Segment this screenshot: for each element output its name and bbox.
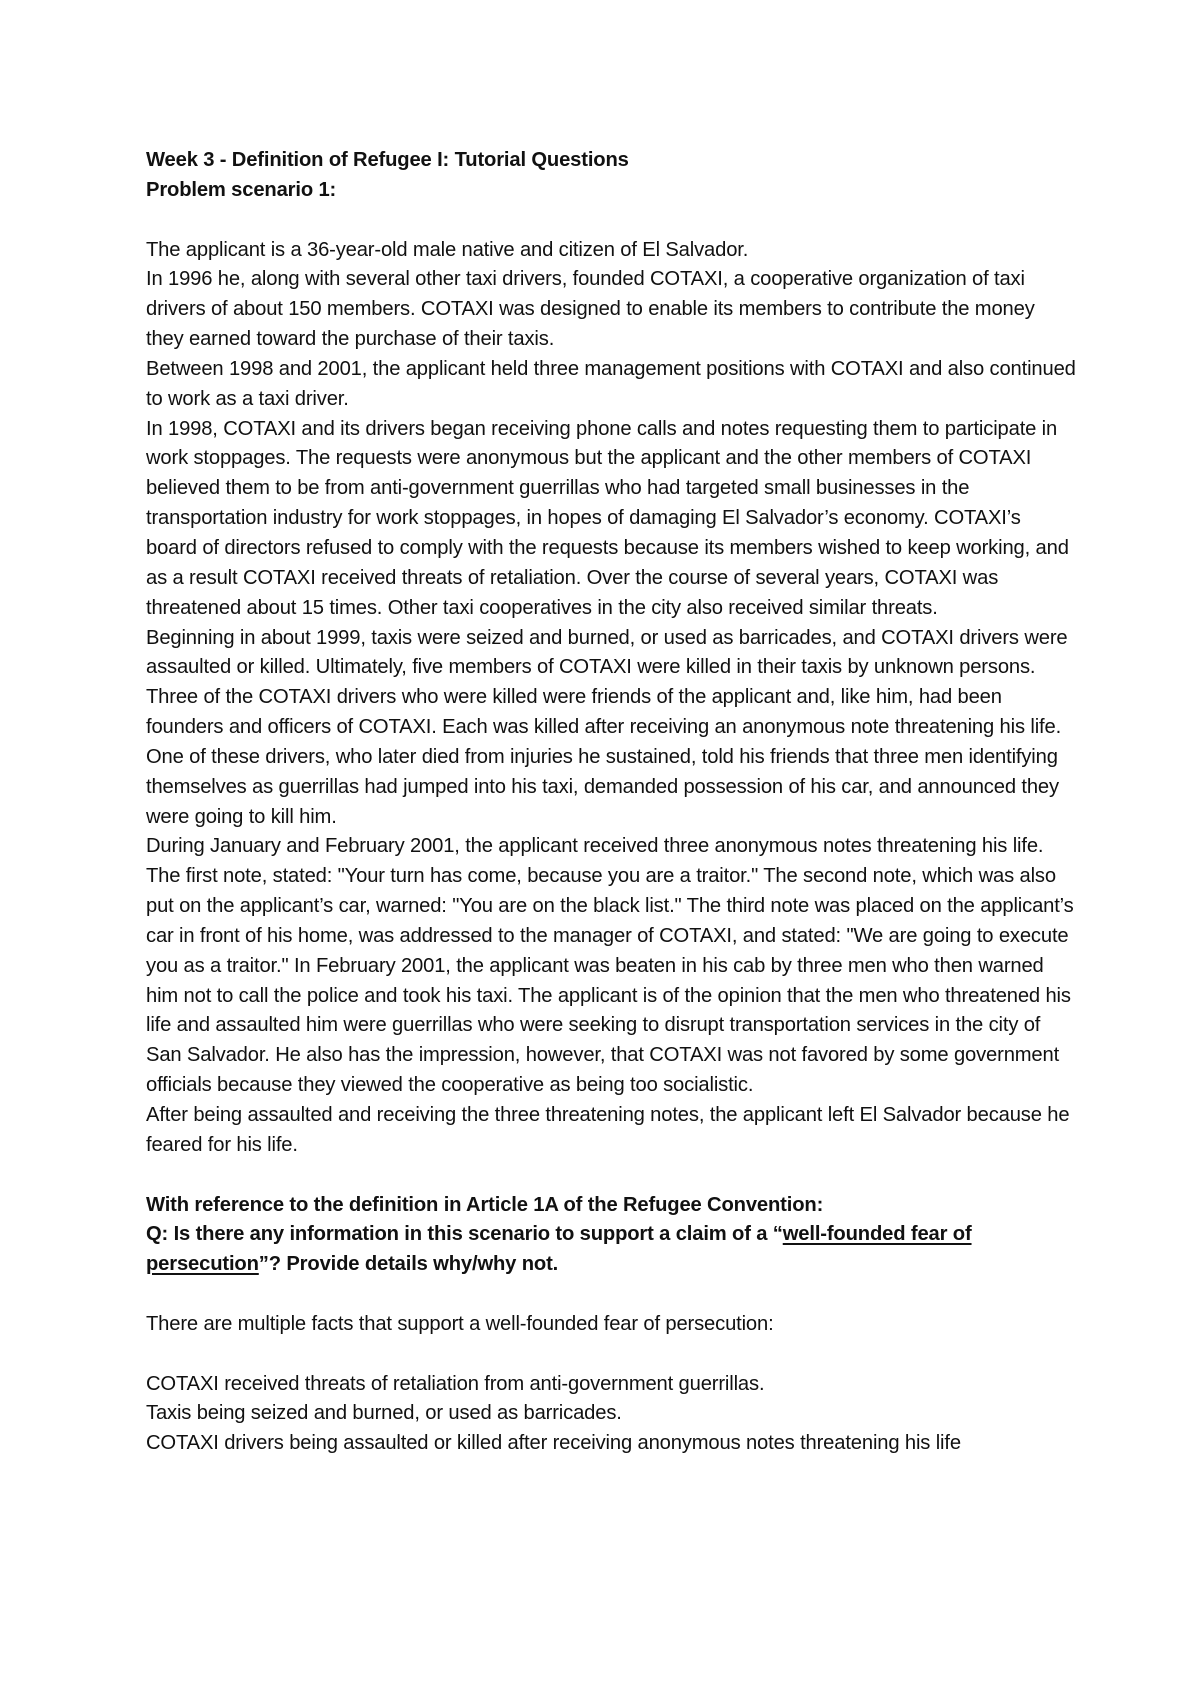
question-text [146, 1220, 1076, 1280]
blank-line [146, 1280, 1076, 1310]
answer-fact: COTAXI received threats of retaliation from anti-government guerrillas. [146, 1372, 765, 1395]
scenario-paragraph: In 1996 he, along with several other taxi drivers, founded COTAXI, a cooperative organization of taxi drivers of about 150 members. COTAXI was designed to enable its members to contribute the money they earned toward the purchase of their taxis. [146, 268, 1035, 351]
document-subtitle: Problem scenario 1: [146, 178, 337, 201]
blank-line [146, 206, 1076, 236]
blank-line [146, 1161, 1076, 1191]
answer-intro: There are multiple facts that support a well-founded fear of persecution: [146, 1312, 774, 1335]
scenario-paragraph: Beginning in about 1999, taxis were seized and burned, or used as barricades, and COTAXI drivers were assaulted or killed. Ultimately, five members of COTAXI were killed in their taxis by unknown persons. Three of the COTAXI drivers who were killed were friends of the applicant and, like him, had been founders and officers of COTAXI. Each was killed after receiving an anonymous note threatening his life. One of these drivers, who later died from injuries he sustained, told his friends that three men identifying themselves as guerrillas had jumped into his taxi, demanded possession of his car, and announced they were going to kill him. [146, 626, 1068, 828]
scenario-paragraph: Between 1998 and 2001, the applicant held three management positions with COTAXI and also continued to work as a taxi driver. [146, 357, 1076, 410]
document-page [146, 146, 1076, 1459]
question-start: Q: Is there any information in this scenario to support a claim of a “ [146, 1223, 783, 1246]
scenario-paragraph: During January and February 2001, the applicant received three anonymous notes threatening his life. The first note, stated: "Your turn has come, because you are a traitor." The second note, which was also put on the applicant’s car, warned: "You are on the black list." The third note was placed on the applicant’s car in front of his home, was addressed to the manager of COTAXI, and stated: "We are going to execute you as a traitor." In February 2001, the applicant was beaten in his cab by three men who then warned him not to call the police and took his taxi. The applicant is of the opinion that the men who threatened his life and assaulted him were guerrillas who were seeking to disrupt transportation services in the city of San Salvador. He also has the impression, however, that COTAXI was not favored by some government officials because they viewed the cooperative as being too socialistic. [146, 835, 1074, 1097]
scenario-paragraph: After being assaulted and receiving the three threatening notes, the applicant left El Salvador because he feared for his life. [146, 1104, 1070, 1156]
question-intro: With reference to the definition in Article 1A of the Refugee Convention: [146, 1193, 824, 1216]
answer-fact: COTAXI drivers being assaulted or killed after receiving anonymous notes threatening his life [146, 1432, 961, 1455]
answer-fact: Taxis being seized and burned, or used as barricades. [146, 1402, 622, 1425]
scenario-paragraph: The applicant is a 36-year-old male native and citizen of El Salvador. [146, 238, 749, 261]
scenario-paragraph: In 1998, COTAXI and its drivers began receiving phone calls and notes requesting them to participate in work stoppages. The requests were anonymous but the applicant and the other members of COTAXI believed them to be from anti-government guerrillas who had targeted small businesses in the transportation industry for work stoppages, in hopes of damaging El Salvador’s economy. COTAXI’s board of directors refused to comply with the requests because its members wished to keep working, and as a result COTAXI received threats of retaliation. Over the course of several years, COTAXI was threatened about 15 times. Other taxi cooperatives in the city also received similar threats. [146, 417, 1069, 619]
document-title: Week 3 - Definition of Refugee I: Tutorial Questions [146, 149, 629, 171]
blank-line [146, 1340, 1076, 1370]
question-end: ”? Provide details why/why not. [258, 1253, 559, 1276]
question-key-term: well-founded fear of persecution [146, 1223, 972, 1276]
